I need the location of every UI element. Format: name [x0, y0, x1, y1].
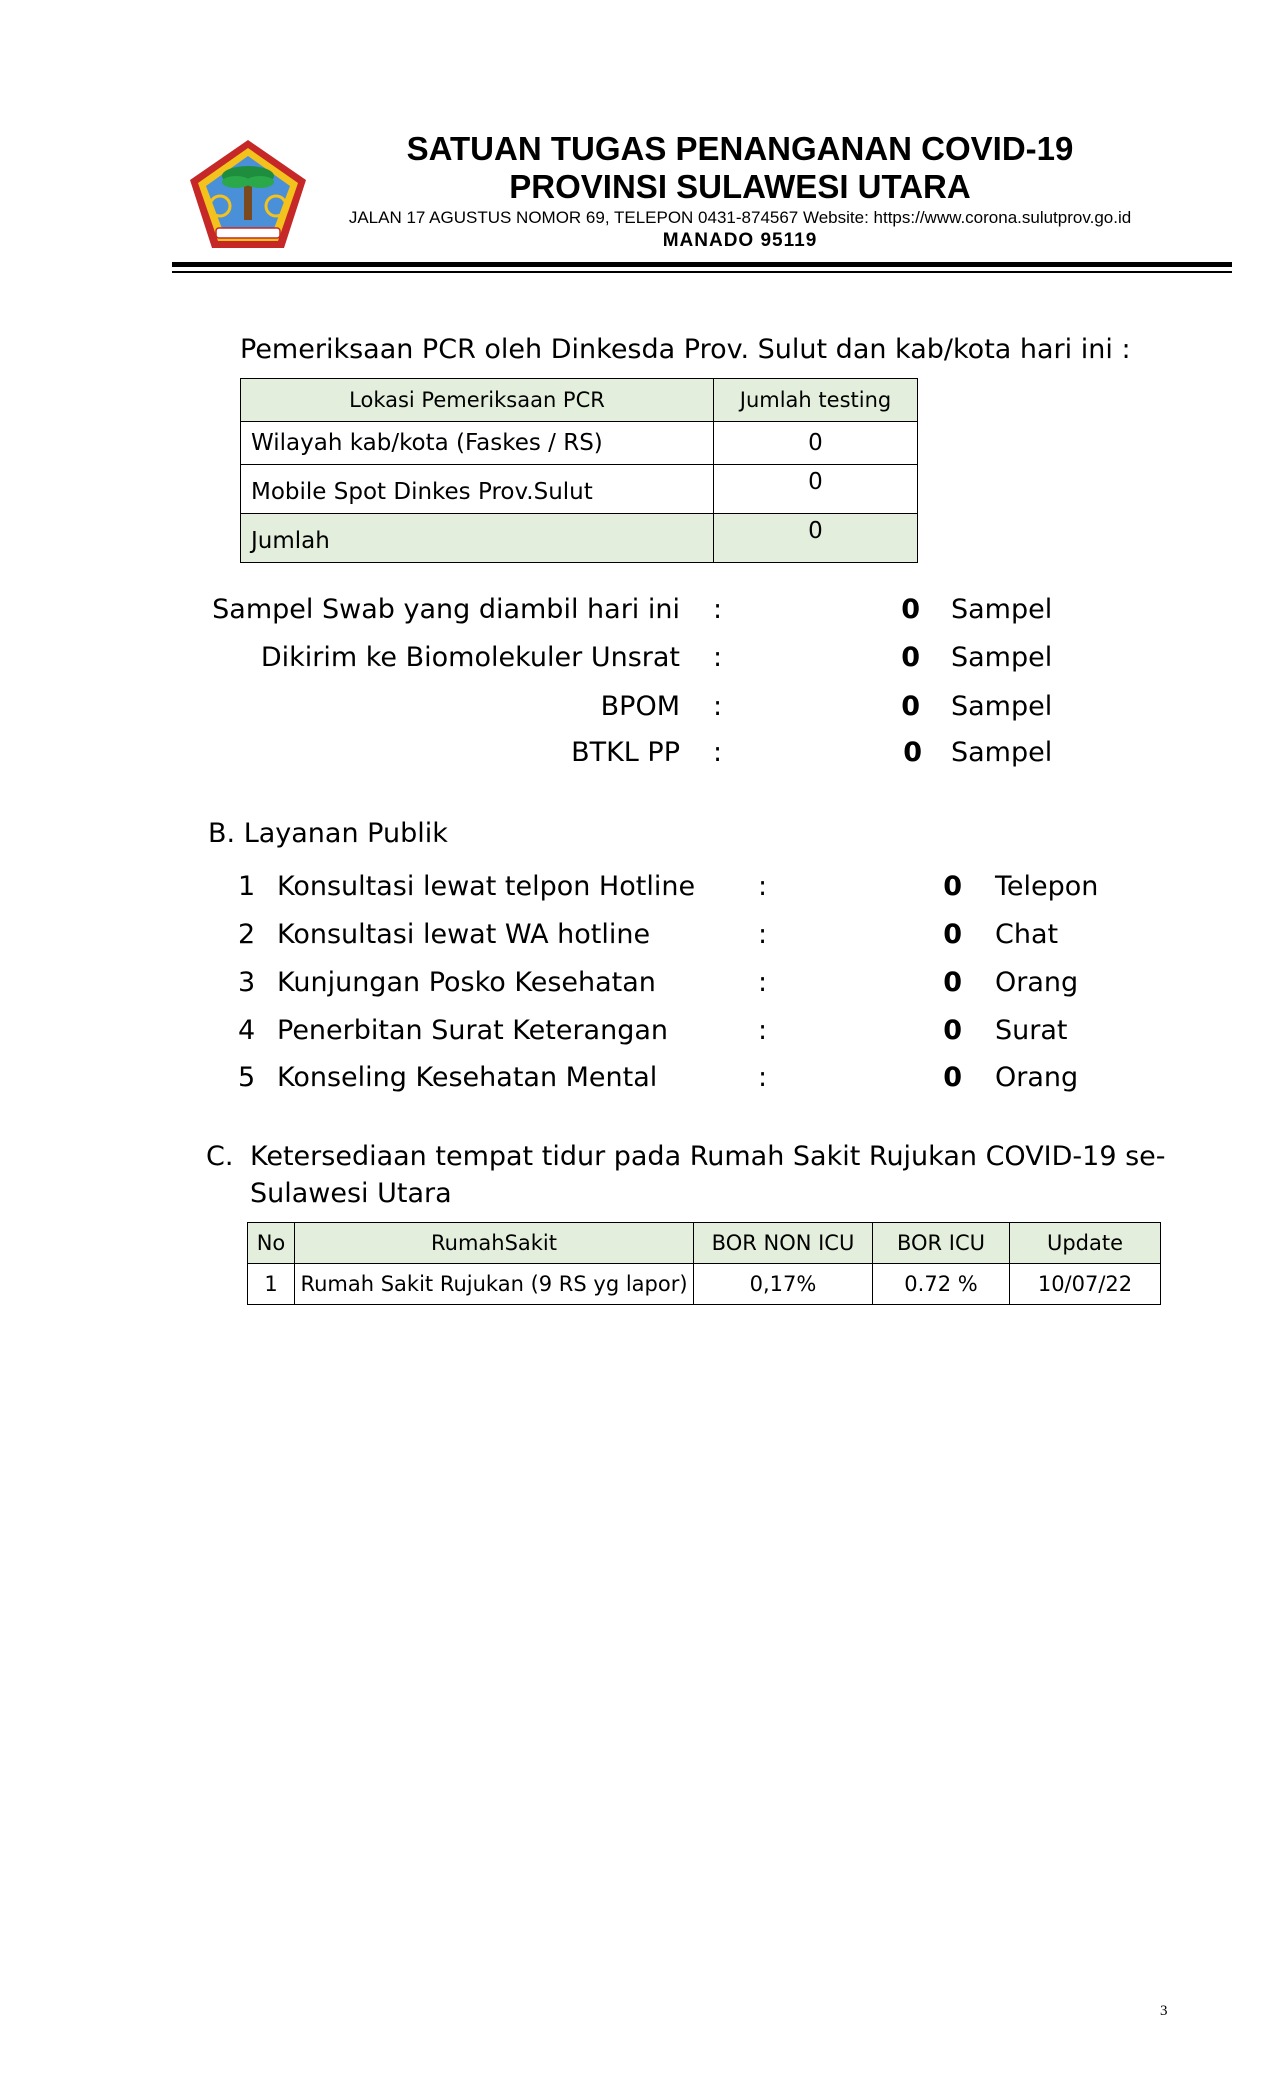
- pcr-row-value: 0: [714, 465, 918, 514]
- list-item-unit: Orang: [995, 967, 1079, 998]
- list-item-colon: :: [758, 967, 768, 998]
- list-item-unit: Orang: [995, 1062, 1079, 1093]
- header-title-line1: SATUAN TUGAS PENANGANAN COVID-19: [406, 130, 1074, 167]
- list-item-label: Penerbitan Surat Keterangan: [277, 1015, 669, 1046]
- table-row: [248, 1264, 1161, 1305]
- bed-cell-bor-non-icu: 0,17%: [694, 1264, 873, 1305]
- list-item-colon: :: [758, 1062, 768, 1093]
- header-city: MANADO 95119: [662, 230, 818, 251]
- table-row: [241, 465, 918, 514]
- provincial-emblem-icon: [186, 136, 310, 252]
- list-item-number: 4: [238, 1015, 256, 1046]
- section-c-prefix: C.: [206, 1141, 234, 1172]
- bed-cell-no: 1: [248, 1264, 295, 1305]
- sample-value: 0: [901, 691, 920, 722]
- bed-header-hospital: RumahSakit: [295, 1223, 694, 1264]
- sample-unit: Sampel: [951, 594, 1053, 625]
- list-item-colon: :: [758, 1015, 768, 1046]
- list-item-value: 0: [943, 1062, 962, 1093]
- section-c-title-line1: Ketersediaan tempat tidur pada Rumah Sakit Rujukan COVID-19 se-: [250, 1141, 1166, 1172]
- list-item-value: 0: [943, 919, 962, 950]
- list-item-colon: :: [758, 919, 768, 950]
- list-item-colon: :: [758, 871, 768, 902]
- bed-cell-update: 10/07/22: [1010, 1264, 1161, 1305]
- bed-cell-bor-icu: 0.72 %: [873, 1264, 1010, 1305]
- list-item-value: 0: [943, 871, 962, 902]
- list-item-unit: Surat: [995, 1015, 1068, 1046]
- sample-label: BTKL PP: [571, 737, 680, 768]
- pcr-row-label: Wilayah kab/kota (Faskes / RS): [241, 422, 714, 465]
- bed-table-header: [248, 1223, 1161, 1264]
- list-item-label: Konseling Kesehatan Mental: [277, 1062, 658, 1093]
- pcr-row-label: Mobile Spot Dinkes Prov.Sulut: [241, 465, 714, 514]
- list-item-number: 3: [238, 967, 256, 998]
- list-item-number: 5: [238, 1062, 256, 1093]
- list-item-label: Konsultasi lewat telpon Hotline: [277, 871, 696, 902]
- sample-value: 0: [901, 642, 920, 673]
- header-divider-thin: [172, 271, 1232, 273]
- sample-colon: :: [713, 737, 723, 768]
- list-item-number: 1: [238, 871, 256, 902]
- sample-colon: :: [713, 691, 723, 722]
- sample-unit: Sampel: [951, 642, 1053, 673]
- pcr-table: [240, 378, 918, 563]
- list-item-label: Konsultasi lewat WA hotline: [277, 919, 651, 950]
- pcr-intro: Pemeriksaan PCR oleh Dinkesda Prov. Sulut dan kab/kota hari ini :: [240, 334, 1131, 365]
- list-item-number: 2: [238, 919, 256, 950]
- table-row: [241, 422, 918, 465]
- page-number: 3: [1160, 2003, 1168, 2019]
- list-item-label: Kunjungan Posko Kesehatan: [277, 967, 656, 998]
- header-address: JALAN 17 AGUSTUS NOMOR 69, TELEPON 0431-874567 Website: https://www.corona.sulutprov.go.id: [348, 208, 1132, 227]
- section-b-title: B. Layanan Publik: [208, 818, 448, 849]
- bed-header-bor-icu: BOR ICU: [873, 1223, 1010, 1264]
- list-item-unit: Chat: [995, 919, 1059, 950]
- header-divider-thick: [172, 262, 1232, 267]
- list-item-value: 0: [943, 967, 962, 998]
- bed-header-bor-non-icu: BOR NON ICU: [694, 1223, 873, 1264]
- pcr-header-count: Jumlah testing: [714, 379, 918, 422]
- pcr-total-label: Jumlah: [241, 514, 714, 563]
- bed-cell-hospital: Rumah Sakit Rujukan (9 RS yg lapor): [295, 1264, 694, 1305]
- sample-value: 0: [903, 737, 922, 768]
- list-item-value: 0: [943, 1015, 962, 1046]
- sample-unit: Sampel: [951, 737, 1053, 768]
- sample-value: 0: [901, 594, 920, 625]
- section-c-title-line2: Sulawesi Utara: [250, 1178, 452, 1209]
- sample-colon: :: [713, 642, 723, 673]
- hospital-bed-table: [247, 1222, 1161, 1305]
- bed-header-update: Update: [1010, 1223, 1161, 1264]
- pcr-header-location: Lokasi Pemeriksaan PCR: [241, 379, 714, 422]
- sample-label: BPOM: [600, 691, 680, 722]
- pcr-total-value: 0: [714, 514, 918, 563]
- list-item-unit: Telepon: [995, 871, 1099, 902]
- bed-header-no: No: [248, 1223, 295, 1264]
- sample-label: Dikirim ke Biomolekuler Unsrat: [260, 642, 680, 673]
- pcr-row-value: 0: [714, 422, 918, 465]
- pcr-table-header: [241, 379, 918, 422]
- sample-unit: Sampel: [951, 691, 1053, 722]
- sample-colon: :: [713, 594, 723, 625]
- header-title-line2: PROVINSI SULAWESI UTARA: [509, 168, 971, 205]
- table-row-total: [241, 514, 918, 563]
- sample-label: Sampel Swab yang diambil hari ini: [212, 594, 680, 625]
